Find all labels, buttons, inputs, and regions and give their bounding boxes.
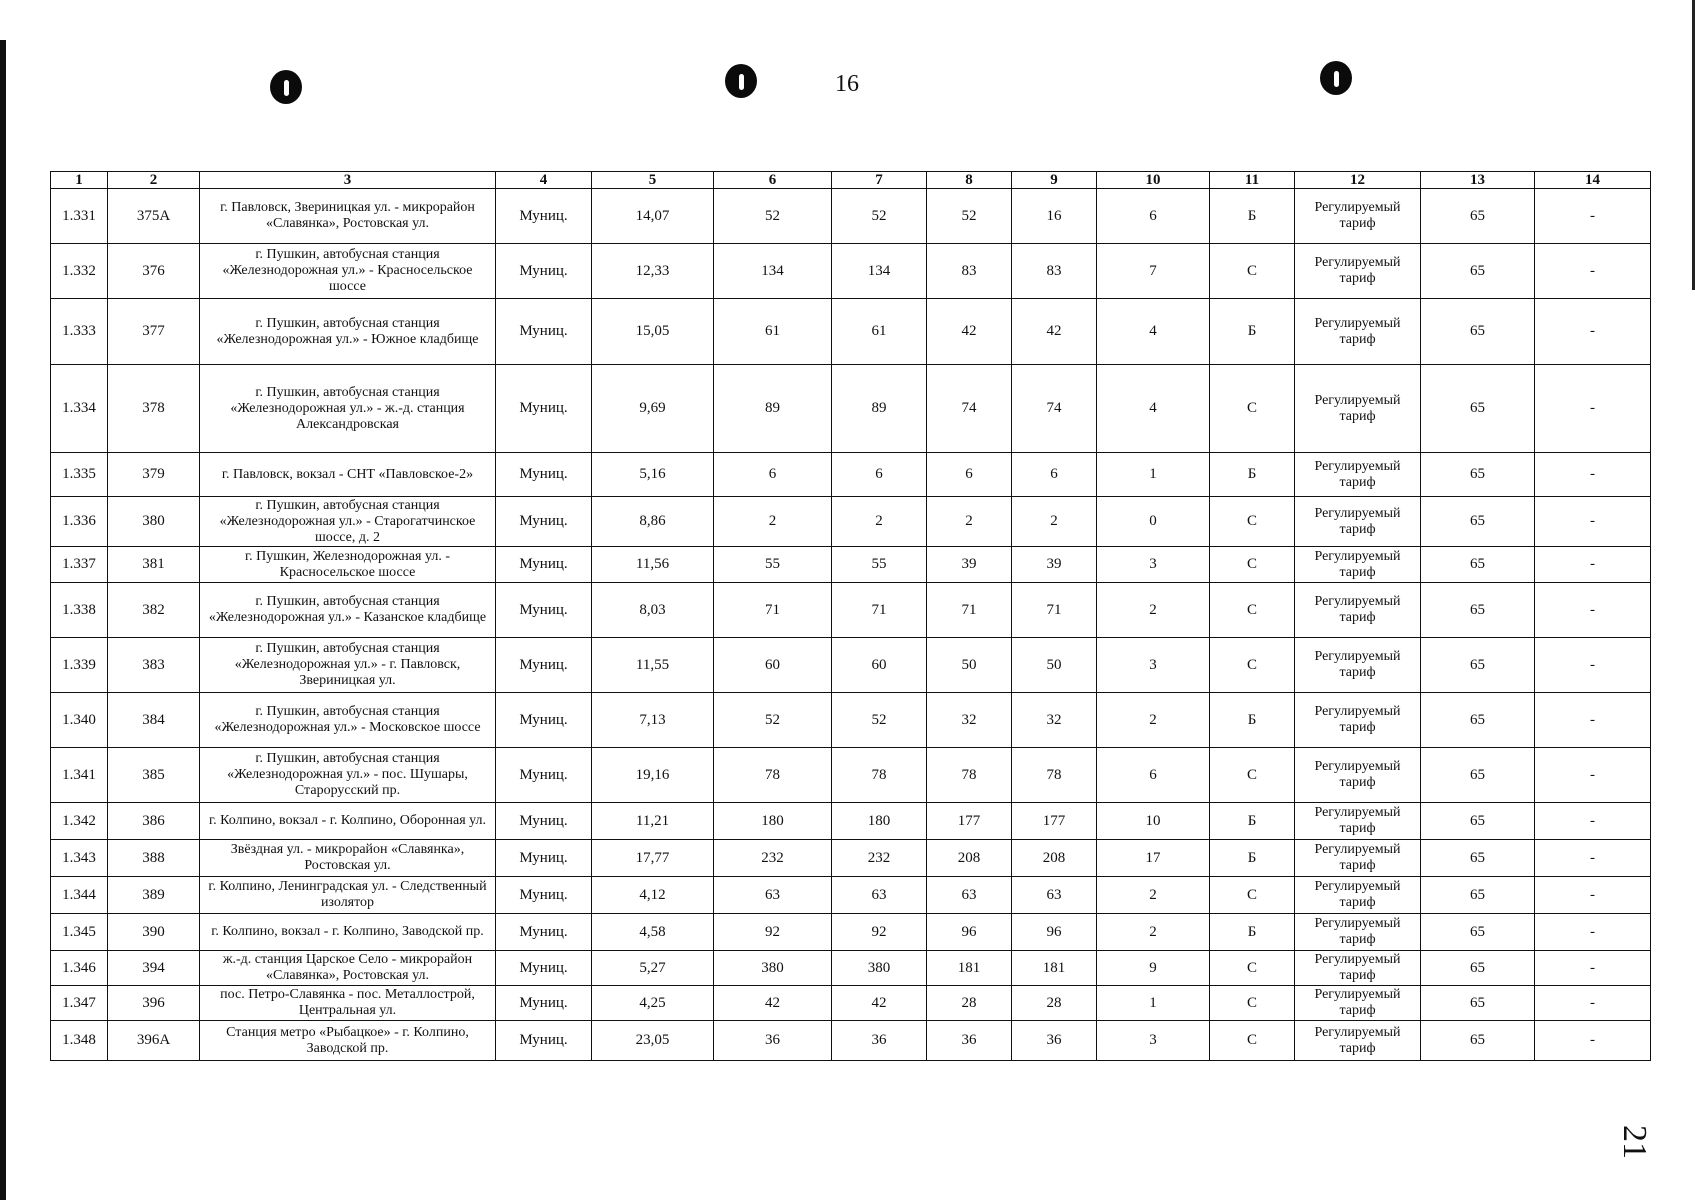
- route-number-cell: 394: [108, 951, 200, 986]
- tariff-cell: Регулируемый тариф: [1295, 497, 1421, 547]
- col7-cell: 134: [832, 244, 927, 299]
- col13-cell: 65: [1421, 840, 1535, 877]
- route-type-cell: Муниц.: [496, 1021, 592, 1061]
- col6-cell: 134: [714, 244, 832, 299]
- col9-cell: 96: [1012, 914, 1097, 951]
- route-type-cell: Муниц.: [496, 748, 592, 803]
- table-row: [51, 840, 1651, 877]
- column-header-3: 3: [200, 172, 496, 189]
- route-type-cell: Муниц.: [496, 497, 592, 547]
- route-name-cell: г. Пушкин, автобусная станция «Железнодорожная ул.» - г. Павловск, Звериницкая ул.: [200, 638, 496, 693]
- route-length-cell: 7,13: [592, 693, 714, 748]
- tariff-cell: Регулируемый тариф: [1295, 299, 1421, 365]
- col8-cell: 83: [927, 244, 1012, 299]
- route-name-cell: г. Колпино, Ленинградская ул. - Следственный изолятор: [200, 877, 496, 914]
- vehicle-class-cell: С: [1210, 547, 1295, 583]
- tariff-cell: Регулируемый тариф: [1295, 803, 1421, 840]
- route-name-cell: г. Пушкин, автобусная станция «Железнодорожная ул.» - Казанское кладбище: [200, 583, 496, 638]
- column-header-8: 8: [927, 172, 1012, 189]
- col8-cell: 39: [927, 547, 1012, 583]
- route-length-cell: 5,27: [592, 951, 714, 986]
- table-row: [51, 365, 1651, 453]
- col6-cell: 180: [714, 803, 832, 840]
- row-number-cell: 1.346: [51, 951, 108, 986]
- row-number-cell: 1.338: [51, 583, 108, 638]
- col8-cell: 71: [927, 583, 1012, 638]
- route-name-cell: г. Пушкин, автобусная станция «Железнодорожная ул.» - Красносельское шоссе: [200, 244, 496, 299]
- col10-cell: 4: [1097, 299, 1210, 365]
- page-number: 16: [835, 71, 859, 97]
- route-number-cell: 375А: [108, 189, 200, 244]
- col14-cell: -: [1535, 986, 1651, 1021]
- col6-cell: 63: [714, 877, 832, 914]
- tariff-cell: Регулируемый тариф: [1295, 693, 1421, 748]
- column-header-12: 12: [1295, 172, 1421, 189]
- col8-cell: 6: [927, 453, 1012, 497]
- tariff-cell: Регулируемый тариф: [1295, 583, 1421, 638]
- vehicle-class-cell: Б: [1210, 693, 1295, 748]
- col13-cell: 65: [1421, 244, 1535, 299]
- vehicle-class-cell: С: [1210, 497, 1295, 547]
- vehicle-class-cell: Б: [1210, 914, 1295, 951]
- col6-cell: 52: [714, 693, 832, 748]
- col13-cell: 65: [1421, 365, 1535, 453]
- column-header-13: 13: [1421, 172, 1535, 189]
- route-type-cell: Муниц.: [496, 951, 592, 986]
- row-number-cell: 1.348: [51, 1021, 108, 1061]
- tariff-cell: Регулируемый тариф: [1295, 1021, 1421, 1061]
- col6-cell: 55: [714, 547, 832, 583]
- table-body: [51, 189, 1651, 1061]
- col9-cell: 177: [1012, 803, 1097, 840]
- col7-cell: 63: [832, 877, 927, 914]
- col7-cell: 78: [832, 748, 927, 803]
- col10-cell: 4: [1097, 365, 1210, 453]
- route-length-cell: 8,86: [592, 497, 714, 547]
- col8-cell: 2: [927, 497, 1012, 547]
- table-row: [51, 189, 1651, 244]
- col7-cell: 55: [832, 547, 927, 583]
- vehicle-class-cell: С: [1210, 365, 1295, 453]
- route-name-cell: г. Пушкин, автобусная станция «Железнодорожная ул.» - Южное кладбище: [200, 299, 496, 365]
- row-number-cell: 1.337: [51, 547, 108, 583]
- col6-cell: 92: [714, 914, 832, 951]
- route-number-cell: 383: [108, 638, 200, 693]
- col6-cell: 61: [714, 299, 832, 365]
- table-row: [51, 803, 1651, 840]
- col14-cell: -: [1535, 365, 1651, 453]
- col13-cell: 65: [1421, 914, 1535, 951]
- col7-cell: 92: [832, 914, 927, 951]
- row-number-cell: 1.331: [51, 189, 108, 244]
- col10-cell: 6: [1097, 189, 1210, 244]
- col10-cell: 2: [1097, 693, 1210, 748]
- column-header-5: 5: [592, 172, 714, 189]
- col14-cell: -: [1535, 1021, 1651, 1061]
- col9-cell: 16: [1012, 189, 1097, 244]
- route-length-cell: 11,56: [592, 547, 714, 583]
- column-header-11: 11: [1210, 172, 1295, 189]
- col10-cell: 1: [1097, 986, 1210, 1021]
- punch-hole-center: [725, 64, 757, 98]
- col10-cell: 7: [1097, 244, 1210, 299]
- col10-cell: 6: [1097, 748, 1210, 803]
- punch-hole-left: [270, 70, 302, 104]
- route-length-cell: 23,05: [592, 1021, 714, 1061]
- route-name-cell: г. Пушкин, автобусная станция «Железнодорожная ул.» - пос. Шушары, Старорусский пр.: [200, 748, 496, 803]
- tariff-cell: Регулируемый тариф: [1295, 189, 1421, 244]
- route-number-cell: 380: [108, 497, 200, 547]
- table-row: [51, 547, 1651, 583]
- col13-cell: 65: [1421, 497, 1535, 547]
- route-type-cell: Муниц.: [496, 244, 592, 299]
- route-number-cell: 396: [108, 986, 200, 1021]
- column-header-9: 9: [1012, 172, 1097, 189]
- column-header-7: 7: [832, 172, 927, 189]
- vehicle-class-cell: С: [1210, 1021, 1295, 1061]
- route-number-cell: 378: [108, 365, 200, 453]
- col14-cell: -: [1535, 497, 1651, 547]
- vehicle-class-cell: С: [1210, 951, 1295, 986]
- row-number-cell: 1.344: [51, 877, 108, 914]
- col8-cell: 32: [927, 693, 1012, 748]
- table-row: [51, 986, 1651, 1021]
- route-type-cell: Муниц.: [496, 840, 592, 877]
- tariff-cell: Регулируемый тариф: [1295, 244, 1421, 299]
- col14-cell: -: [1535, 840, 1651, 877]
- route-type-cell: Муниц.: [496, 365, 592, 453]
- table-row: [51, 453, 1651, 497]
- col7-cell: 61: [832, 299, 927, 365]
- col6-cell: 2: [714, 497, 832, 547]
- col13-cell: 65: [1421, 748, 1535, 803]
- col6-cell: 60: [714, 638, 832, 693]
- col14-cell: -: [1535, 693, 1651, 748]
- col9-cell: 39: [1012, 547, 1097, 583]
- row-number-cell: 1.336: [51, 497, 108, 547]
- row-number-cell: 1.342: [51, 803, 108, 840]
- punch-hole-right: [1320, 61, 1352, 95]
- row-number-cell: 1.347: [51, 986, 108, 1021]
- col13-cell: 65: [1421, 693, 1535, 748]
- col14-cell: -: [1535, 638, 1651, 693]
- col10-cell: 9: [1097, 951, 1210, 986]
- col8-cell: 63: [927, 877, 1012, 914]
- route-type-cell: Муниц.: [496, 877, 592, 914]
- route-name-cell: Звёздная ул. - микрорайон «Славянка», Ростовская ул.: [200, 840, 496, 877]
- route-name-cell: г. Колпино, вокзал - г. Колпино, Заводской пр.: [200, 914, 496, 951]
- route-length-cell: 5,16: [592, 453, 714, 497]
- route-type-cell: Муниц.: [496, 453, 592, 497]
- column-header-4: 4: [496, 172, 592, 189]
- route-number-cell: 379: [108, 453, 200, 497]
- col13-cell: 65: [1421, 547, 1535, 583]
- scan-edge-left: [0, 40, 6, 1200]
- route-number-cell: 381: [108, 547, 200, 583]
- route-name-cell: пос. Петро-Славянка - пос. Металлострой, Центральная ул.: [200, 986, 496, 1021]
- table-row: [51, 748, 1651, 803]
- col7-cell: 89: [832, 365, 927, 453]
- col10-cell: 0: [1097, 497, 1210, 547]
- col9-cell: 71: [1012, 583, 1097, 638]
- column-header-1: 1: [51, 172, 108, 189]
- route-type-cell: Муниц.: [496, 299, 592, 365]
- col6-cell: 78: [714, 748, 832, 803]
- col10-cell: 3: [1097, 1021, 1210, 1061]
- table-row: [51, 244, 1651, 299]
- col14-cell: -: [1535, 877, 1651, 914]
- route-number-cell: 384: [108, 693, 200, 748]
- row-number-cell: 1.341: [51, 748, 108, 803]
- route-type-cell: Муниц.: [496, 914, 592, 951]
- col8-cell: 177: [927, 803, 1012, 840]
- col10-cell: 17: [1097, 840, 1210, 877]
- route-number-cell: 389: [108, 877, 200, 914]
- col7-cell: 60: [832, 638, 927, 693]
- col13-cell: 65: [1421, 299, 1535, 365]
- col8-cell: 208: [927, 840, 1012, 877]
- col7-cell: 52: [832, 189, 927, 244]
- col8-cell: 36: [927, 1021, 1012, 1061]
- tariff-cell: Регулируемый тариф: [1295, 638, 1421, 693]
- margin-handwritten-mark: 21: [1616, 1125, 1653, 1159]
- vehicle-class-cell: С: [1210, 877, 1295, 914]
- col6-cell: 71: [714, 583, 832, 638]
- tariff-cell: Регулируемый тариф: [1295, 547, 1421, 583]
- route-name-cell: Станция метро «Рыбацкое» - г. Колпино, Заводской пр.: [200, 1021, 496, 1061]
- table-row: [51, 1021, 1651, 1061]
- table-row: [51, 638, 1651, 693]
- col14-cell: -: [1535, 951, 1651, 986]
- vehicle-class-cell: Б: [1210, 840, 1295, 877]
- vehicle-class-cell: С: [1210, 244, 1295, 299]
- route-number-cell: 390: [108, 914, 200, 951]
- col6-cell: 380: [714, 951, 832, 986]
- vehicle-class-cell: Б: [1210, 189, 1295, 244]
- col7-cell: 71: [832, 583, 927, 638]
- col13-cell: 65: [1421, 453, 1535, 497]
- col13-cell: 65: [1421, 951, 1535, 986]
- route-length-cell: 19,16: [592, 748, 714, 803]
- tariff-cell: Регулируемый тариф: [1295, 914, 1421, 951]
- col6-cell: 42: [714, 986, 832, 1021]
- column-header-10: 10: [1097, 172, 1210, 189]
- col9-cell: 36: [1012, 1021, 1097, 1061]
- row-number-cell: 1.345: [51, 914, 108, 951]
- route-length-cell: 4,12: [592, 877, 714, 914]
- table-row: [51, 497, 1651, 547]
- col6-cell: 89: [714, 365, 832, 453]
- col10-cell: 10: [1097, 803, 1210, 840]
- col9-cell: 28: [1012, 986, 1097, 1021]
- tariff-cell: Регулируемый тариф: [1295, 748, 1421, 803]
- col13-cell: 65: [1421, 986, 1535, 1021]
- row-number-cell: 1.340: [51, 693, 108, 748]
- col9-cell: 83: [1012, 244, 1097, 299]
- col7-cell: 52: [832, 693, 927, 748]
- row-number-cell: 1.334: [51, 365, 108, 453]
- route-length-cell: 11,21: [592, 803, 714, 840]
- col10-cell: 3: [1097, 638, 1210, 693]
- tariff-cell: Регулируемый тариф: [1295, 951, 1421, 986]
- col8-cell: 78: [927, 748, 1012, 803]
- col13-cell: 65: [1421, 583, 1535, 638]
- route-name-cell: г. Павловск, Звериницкая ул. - микрорайон «Славянка», Ростовская ул.: [200, 189, 496, 244]
- col14-cell: -: [1535, 803, 1651, 840]
- col8-cell: 96: [927, 914, 1012, 951]
- col13-cell: 65: [1421, 189, 1535, 244]
- route-name-cell: г. Пушкин, Железнодорожная ул. - Красносельское шоссе: [200, 547, 496, 583]
- table-row: [51, 914, 1651, 951]
- col9-cell: 32: [1012, 693, 1097, 748]
- row-number-cell: 1.335: [51, 453, 108, 497]
- col8-cell: 42: [927, 299, 1012, 365]
- vehicle-class-cell: Б: [1210, 453, 1295, 497]
- route-type-cell: Муниц.: [496, 583, 592, 638]
- col9-cell: 78: [1012, 748, 1097, 803]
- col10-cell: 3: [1097, 547, 1210, 583]
- route-number-cell: 376: [108, 244, 200, 299]
- row-number-cell: 1.339: [51, 638, 108, 693]
- col9-cell: 42: [1012, 299, 1097, 365]
- route-length-cell: 4,25: [592, 986, 714, 1021]
- col7-cell: 232: [832, 840, 927, 877]
- col13-cell: 65: [1421, 877, 1535, 914]
- col6-cell: 6: [714, 453, 832, 497]
- route-length-cell: 4,58: [592, 914, 714, 951]
- col13-cell: 65: [1421, 638, 1535, 693]
- route-type-cell: Муниц.: [496, 638, 592, 693]
- col8-cell: 28: [927, 986, 1012, 1021]
- col9-cell: 208: [1012, 840, 1097, 877]
- col14-cell: -: [1535, 748, 1651, 803]
- col7-cell: 36: [832, 1021, 927, 1061]
- col9-cell: 181: [1012, 951, 1097, 986]
- col14-cell: -: [1535, 914, 1651, 951]
- col8-cell: 52: [927, 189, 1012, 244]
- route-length-cell: 11,55: [592, 638, 714, 693]
- vehicle-class-cell: С: [1210, 748, 1295, 803]
- col14-cell: -: [1535, 583, 1651, 638]
- vehicle-class-cell: С: [1210, 638, 1295, 693]
- col7-cell: 180: [832, 803, 927, 840]
- route-number-cell: 396А: [108, 1021, 200, 1061]
- route-length-cell: 17,77: [592, 840, 714, 877]
- route-name-cell: г. Колпино, вокзал - г. Колпино, Оборонная ул.: [200, 803, 496, 840]
- table-row: [51, 693, 1651, 748]
- col14-cell: -: [1535, 244, 1651, 299]
- vehicle-class-cell: С: [1210, 583, 1295, 638]
- route-length-cell: 15,05: [592, 299, 714, 365]
- col9-cell: 2: [1012, 497, 1097, 547]
- tariff-cell: Регулируемый тариф: [1295, 986, 1421, 1021]
- row-number-cell: 1.343: [51, 840, 108, 877]
- table-row: [51, 299, 1651, 365]
- col14-cell: -: [1535, 299, 1651, 365]
- tariff-cell: Регулируемый тариф: [1295, 453, 1421, 497]
- col7-cell: 2: [832, 497, 927, 547]
- col7-cell: 6: [832, 453, 927, 497]
- col10-cell: 2: [1097, 877, 1210, 914]
- vehicle-class-cell: С: [1210, 986, 1295, 1021]
- table-row: [51, 877, 1651, 914]
- col13-cell: 65: [1421, 1021, 1535, 1061]
- column-header-6: 6: [714, 172, 832, 189]
- route-length-cell: 8,03: [592, 583, 714, 638]
- col14-cell: -: [1535, 547, 1651, 583]
- tariff-cell: Регулируемый тариф: [1295, 840, 1421, 877]
- col9-cell: 50: [1012, 638, 1097, 693]
- route-name-cell: ж.-д. станция Царское Село - микрорайон «Славянка», Ростовская ул.: [200, 951, 496, 986]
- route-name-cell: г. Пушкин, автобусная станция «Железнодорожная ул.» - Московское шоссе: [200, 693, 496, 748]
- col7-cell: 380: [832, 951, 927, 986]
- col6-cell: 232: [714, 840, 832, 877]
- col9-cell: 63: [1012, 877, 1097, 914]
- route-name-cell: г. Пушкин, автобусная станция «Железнодорожная ул.» - ж.-д. станция Александровская: [200, 365, 496, 453]
- route-number-cell: 386: [108, 803, 200, 840]
- tariff-cell: Регулируемый тариф: [1295, 365, 1421, 453]
- col10-cell: 1: [1097, 453, 1210, 497]
- row-number-cell: 1.333: [51, 299, 108, 365]
- col14-cell: -: [1535, 453, 1651, 497]
- route-number-cell: 388: [108, 840, 200, 877]
- table-row: [51, 583, 1651, 638]
- col8-cell: 50: [927, 638, 1012, 693]
- route-name-cell: г. Павловск, вокзал - СНТ «Павловское-2»: [200, 453, 496, 497]
- col10-cell: 2: [1097, 583, 1210, 638]
- col8-cell: 181: [927, 951, 1012, 986]
- vehicle-class-cell: Б: [1210, 299, 1295, 365]
- col6-cell: 52: [714, 189, 832, 244]
- route-type-cell: Муниц.: [496, 547, 592, 583]
- col10-cell: 2: [1097, 914, 1210, 951]
- route-type-cell: Муниц.: [496, 693, 592, 748]
- route-length-cell: 9,69: [592, 365, 714, 453]
- column-header-14: 14: [1535, 172, 1651, 189]
- col9-cell: 6: [1012, 453, 1097, 497]
- route-number-cell: 377: [108, 299, 200, 365]
- route-type-cell: Муниц.: [496, 189, 592, 244]
- route-name-cell: г. Пушкин, автобусная станция «Железнодорожная ул.» - Старогатчинское шоссе, д. 2: [200, 497, 496, 547]
- row-number-cell: 1.332: [51, 244, 108, 299]
- route-number-cell: 385: [108, 748, 200, 803]
- table-row: [51, 951, 1651, 986]
- col13-cell: 65: [1421, 803, 1535, 840]
- route-number-cell: 382: [108, 583, 200, 638]
- routes-table: [50, 171, 1651, 1061]
- col14-cell: -: [1535, 189, 1651, 244]
- route-type-cell: Муниц.: [496, 803, 592, 840]
- column-header-2: 2: [108, 172, 200, 189]
- table-header-row: [51, 172, 1651, 189]
- vehicle-class-cell: Б: [1210, 803, 1295, 840]
- col7-cell: 42: [832, 986, 927, 1021]
- col9-cell: 74: [1012, 365, 1097, 453]
- route-length-cell: 14,07: [592, 189, 714, 244]
- route-type-cell: Муниц.: [496, 986, 592, 1021]
- tariff-cell: Регулируемый тариф: [1295, 877, 1421, 914]
- col8-cell: 74: [927, 365, 1012, 453]
- route-length-cell: 12,33: [592, 244, 714, 299]
- col6-cell: 36: [714, 1021, 832, 1061]
